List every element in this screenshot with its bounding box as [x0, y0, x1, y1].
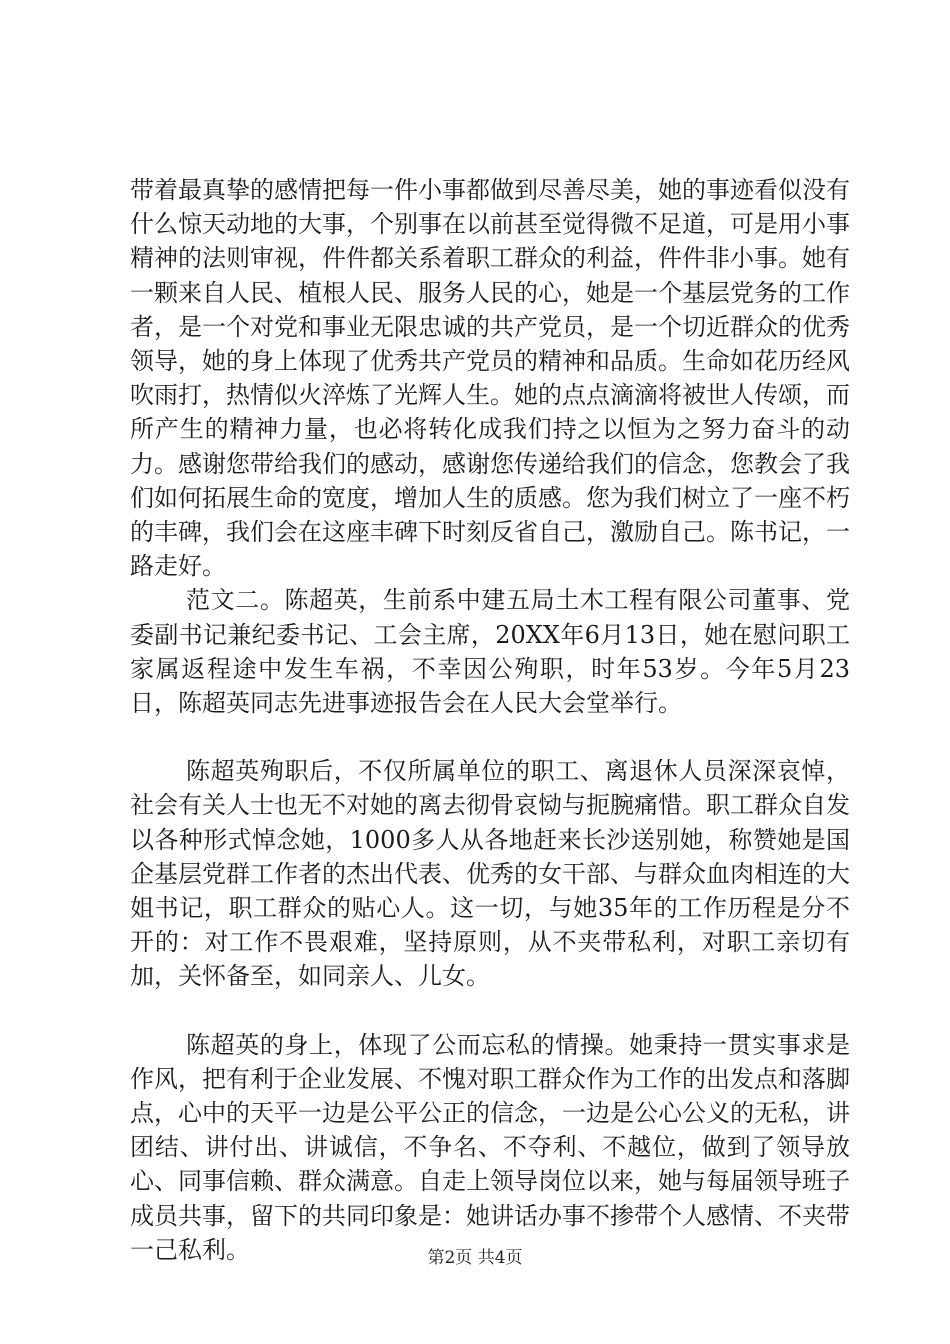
paragraph-sample-two: 范文二。陈超英，生前系中建五局土木工程有限公司董事、党委副书记兼纪委书记、工会主席，20XX年6月13日，她在慰问职工家属返程途中发生车祸，不幸因公殉职，时年53岁。今年5月23日，陈超英同志先进事迹报告会在人民大会堂举行。 [130, 586, 850, 718]
paragraph-continued: 带着最真挚的感情把每一件小事都做到尽善尽美，她的事迹看似没有什么惊天动地的大事，个别事在以前甚至觉得微不足道，可是用小事精神的法则审视，件件都关系着职工群众的利益，件件非小事。她有一颗来自人民、植根人民、服务人民的心，她是一个基层党务的工作者，是一个对党和事业无限忠诚的共产党员，是一个切近群众的优秀领导，她的身上体现了优秀共产党员的精神和品质。生命如花历经风吹雨打，热情似火淬炼了光辉人生。她的点点滴滴将被世人传颂，而所产生的精神力量，也必将转化成我们持之以恒为之努力奋斗的动力。感谢您带给我们的感动，感谢您传递给我们的信念，您教会了我们如何拓展生命的宽度，增加人生的质感。您为我们树立了一座不朽的丰碑，我们会在这座丰碑下时刻反省自己，激励自己。陈书记，一路走好。 [130, 176, 850, 581]
page-number-footer: 第2页 共4页 [427, 1248, 523, 1268]
document-body [130, 173, 850, 1267]
paragraph-mourning: 陈超英殉职后，不仅所属单位的职工、离退休人员深深哀悼，社会有关人士也无不对她的离去彻骨哀恸与扼腕痛惜。职工群众自发以各种形式悼念她，1000多人从各地赶来长沙送别她，称赞她是国企基层党群工作者的杰出代表、优秀的女干部、与群众血肉相连的大姐书记，职工群众的贴心人。这一切，与她35年的工作历程是分不开的：对工作不畏艰难，坚持原则，从不夹带私利，对职工亲切有加，关怀备至，如同亲人、儿女。 [130, 757, 850, 991]
paragraph-selflessness: 陈超英的身上，体现了公而忘私的情操。她秉持一贯实事求是作风，把有利于企业发展、不愧对职工群众作为工作的出发点和落脚点，心中的天平一边是公平公正的信念，一边是公心公义的无私，讲团结、讲付出、讲诚信，不争名、不夺利、不越位，做到了领导放心、同事信赖、群众满意。自走上领导岗位以来，她与每届领导班子成员共事，留下的共同印象是：她讲话办事不掺带个人感情、不夹带一己私利。 [130, 1030, 850, 1264]
